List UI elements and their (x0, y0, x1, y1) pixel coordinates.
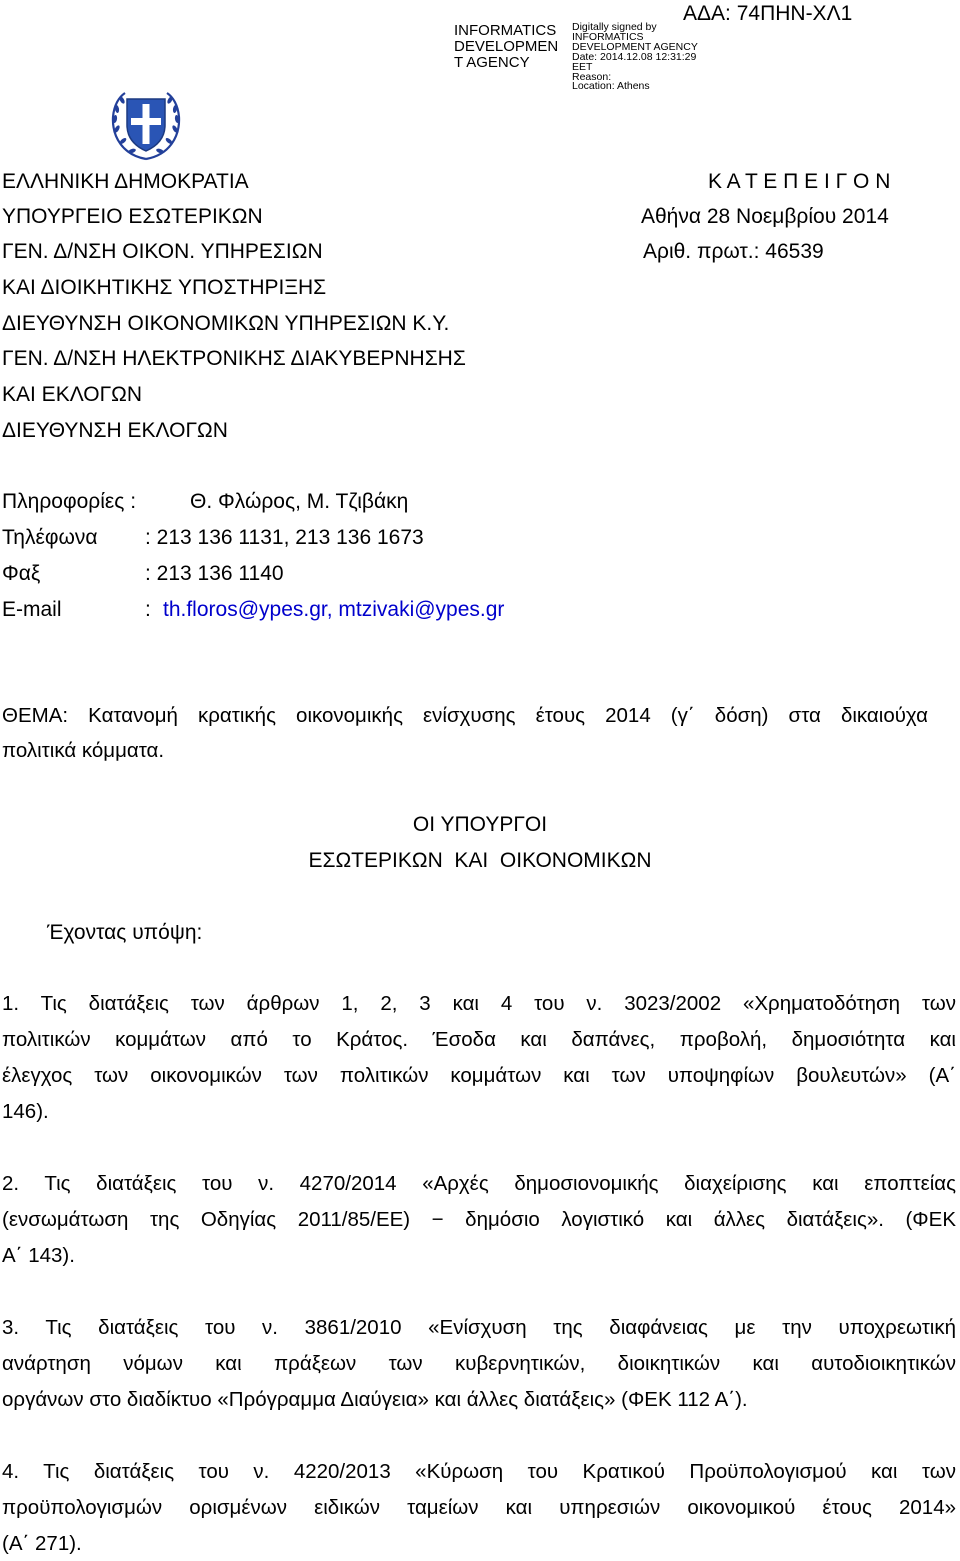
phones-value: : 213 136 1131, 213 136 1673 (145, 526, 424, 549)
info-label: Πληροφορίες : (2, 490, 137, 513)
list-item-line: 1. Τις διατάξεις των άρθρων 1, 2, 3 και 4 του ν. 3023/2002 «Χρηματοδότηση των (2, 992, 956, 1015)
signature-org-line: INFORMATICS (454, 22, 557, 39)
fax-value: : 213 136 1140 (145, 562, 284, 585)
list-item-line: πολιτικών κομμάτων από το Κράτος. Έσοδα και δαπάνες, προβολή, δημοσιότητα και (2, 1028, 956, 1051)
signature-detail: DEVELOPMENT AGENCY (572, 41, 698, 53)
signature-location: Location: Athens (572, 80, 650, 92)
signature-detail: Digitally signed by (572, 21, 657, 33)
signature-detail: EET (572, 61, 593, 73)
list-item-line: 3. Τις διατάξεις του ν. 3861/2010 «Ενίσχυση της διαφάνειας με την υποχρεωτική (2, 1316, 956, 1339)
authority-line: ΔΙΕΥΘΥΝΣΗ ΕΚΛΟΓΩΝ (2, 419, 228, 442)
subject-line: πολιτικά κόμματα. (2, 739, 165, 762)
signature-org-line: T AGENCY (454, 54, 530, 71)
authority-line: ΚΑΙ ΕΚΛΟΓΩΝ (2, 383, 143, 406)
authority-line: ΕΛΛΗΝΙΚΗ ΔΗΜΟΚΡΑΤΙΑ (2, 170, 249, 193)
greek-coat-of-arms-icon (107, 85, 185, 163)
authority-line: ΚΑΙ ΔΙΟΙΚΗΤΙΚΗΣ ΥΠΟΣΤΗΡΙΞΗΣ (2, 276, 327, 299)
email-separator: : (145, 598, 151, 621)
email-label: E-mail (2, 598, 62, 621)
authority-line: ΓΕΝ. Δ/ΝΣΗ ΗΛΕΚΤΡΟΝΙΚΗΣ ΔΙΑΚΥΒΕΡΝΗΣΗΣ (2, 347, 466, 370)
authority-line: ΥΠΟΥΡΓΕΙΟ ΕΣΩΤΕΡΙΚΩΝ (2, 205, 263, 228)
list-item-line: (ενσωμάτωση της Οδηγίας 2011/85/ΕΕ) − δημόσιο λογιστικό και άλλες διατάξεις». (ΦΕΚ (2, 1208, 956, 1231)
signature-detail: INFORMATICS (572, 31, 644, 43)
authority-line: ΓΕΝ. Δ/ΝΣΗ ΟΙΚΟΝ. ΥΠΗΡΕΣΙΩΝ (2, 240, 323, 263)
signature-detail: Reason: (572, 71, 612, 83)
ministers-heading: ΟΙ ΥΠΟΥΡΓΟΙ (412, 813, 548, 836)
email-link[interactable]: th.floros@ypes.gr, mtzivaki@ypes.gr (163, 598, 505, 621)
list-item-line: προϋπολογισμών ορισμένων ειδικών ταμείων και υπηρεσιών οικονομικού έτους 2014» (2, 1496, 956, 1519)
ada-code: ΑΔΑ: 74ΠΗΝ-ΧΛ1 (683, 2, 853, 25)
info-value: Θ. Φλώρος, Μ. Τζιβάκη (190, 490, 409, 513)
ministers-heading: ΕΣΩΤΕΡΙΚΩΝ ΚΑΙ ΟΙΚΟΝΟΜΙΚΩΝ (308, 849, 652, 872)
list-item-line: 2. Τις διατάξεις του ν. 4270/2014 «Αρχές δημοσιονομικής διαχείρισης και εποπτείας (2, 1172, 956, 1195)
authority-line: ΔΙΕΥΘΥΝΣΗ ΟΙΚΟΝΟΜΙΚΩΝ ΥΠΗΡΕΣΙΩΝ Κ.Υ. (2, 312, 450, 335)
protocol-number: Αριθ. πρωτ.: 46539 (643, 240, 824, 263)
list-item-line: Α΄ 143). (2, 1244, 75, 1267)
signature-date: Date: 2014.12.08 12:31:29 (572, 51, 697, 63)
fax-label: Φαξ (2, 562, 41, 585)
urgent-label: Κ Α Τ Ε Π Ε Ι Γ Ο Ν (708, 170, 891, 193)
considering-label: Έχοντας υπόψη: (47, 921, 203, 944)
subject-line: ΘΕΜΑ: Κατανομή κρατικής οικονομικής ενίσχυσης έτους 2014 (γ΄ δόση) στα δικαιούχα (2, 704, 928, 727)
list-item-line: 4. Τις διατάξεις του ν. 4220/2013 «Κύρωση του Κρατικού Προϋπολογισμού και των (2, 1460, 956, 1483)
list-item-line: οργάνων στο διαδίκτυο «Πρόγραμμα Διαύγεια» και άλλες διατάξεις» (ΦΕΚ 112 Α΄). (2, 1388, 748, 1411)
list-item-line: έλεγχος των οικονομικών των πολιτικών κομμάτων και των υποψηφίων βουλευτών» (Α΄ (2, 1064, 956, 1087)
list-item-line: 146). (2, 1100, 49, 1123)
document-date: Αθήνα 28 Νοεμβρίου 2014 (641, 205, 889, 228)
list-item-line: ανάρτηση νόμων και πράξεων των κυβερνητικών, διοικητικών και αυτοδιοικητικών (2, 1352, 956, 1375)
list-item-line: (Α΄ 271). (2, 1532, 82, 1555)
signature-org-line: DEVELOPMEN (454, 38, 559, 55)
phones-label: Τηλέφωνα (2, 526, 98, 549)
